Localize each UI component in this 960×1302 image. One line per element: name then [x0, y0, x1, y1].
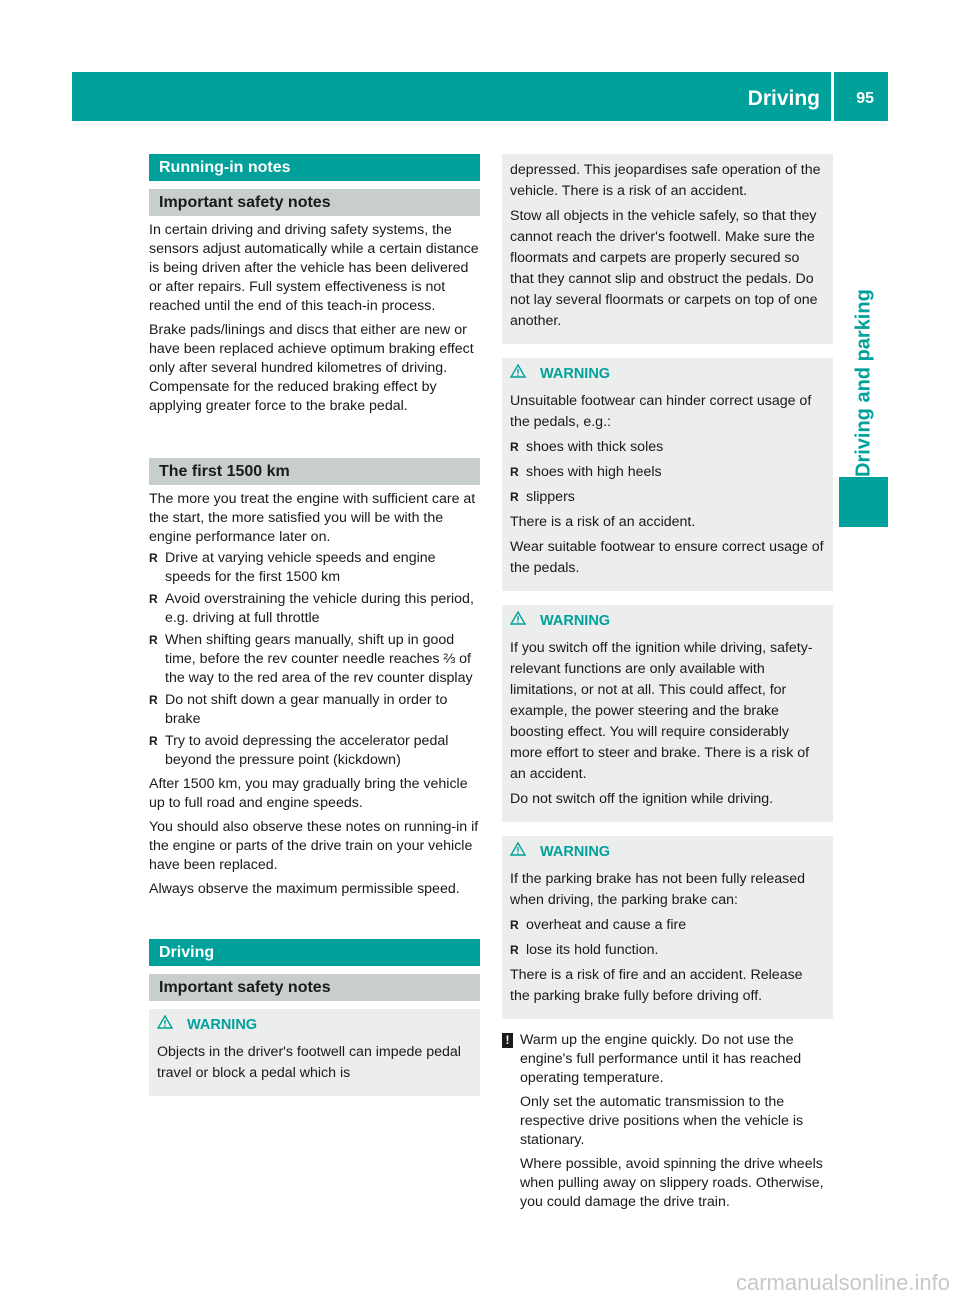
- paragraph: Brake pads/linings and discs that either are new or have been replaced achieve optimum braking effect only after several hundred kilometres of driving. Compensate for the reduced braking effect by applying greater force to the brake pedal.: [149, 322, 474, 414]
- side-tab-label: Driving and parking: [852, 289, 874, 477]
- watermark: carmanualsonline.info: [735, 1270, 950, 1295]
- note-text: Only set the automatic transmission to the respective drive positions when the vehicle is stationary.: [520, 1094, 804, 1148]
- list-item: R overheat and cause a fire: [510, 915, 825, 936]
- bullet-list: [510, 437, 825, 508]
- warning-triangle-icon: [510, 842, 526, 863]
- warning-label: WARNING: [540, 366, 611, 382]
- warning-text: depressed. This jeopardises safe operation of the vehicle. There is a risk of an accident.: [510, 162, 821, 199]
- warning-text: Wear suitable footwear to ensure correct usage of the pedals.: [510, 539, 824, 576]
- paragraph: The more you treat the engine with sufficient care at the start, the more satisfied you will be with the engine performance later on.: [149, 491, 476, 545]
- paragraph: Always observe the maximum permissible speed.: [149, 881, 460, 897]
- note-text: Warm up the engine quickly. Do not use the engine's full performance until it has reached operating temperature.: [520, 1032, 802, 1086]
- warning-triangle-icon: [157, 1015, 173, 1036]
- side-tab: [839, 121, 888, 477]
- list-item: R shoes with high heels: [510, 462, 825, 483]
- section-heading-driving: Driving: [149, 939, 480, 966]
- warning-label: WARNING: [540, 844, 611, 860]
- left-column: [149, 154, 480, 1096]
- section-heading-running-in: Running-in notes: [149, 154, 480, 181]
- bullet-list: [149, 549, 480, 770]
- list-item: R Avoid overstraining the vehicle during this period, e.g. driving at full throttle: [149, 590, 480, 628]
- warning-box: [149, 1009, 480, 1096]
- list-item: R Do not shift down a gear manually in order to brake: [149, 691, 480, 729]
- header-divider: [831, 72, 834, 121]
- warning-box: [502, 836, 833, 1019]
- note-text: Where possible, avoid spinning the drive wheels when pulling away on slippery roads. Otherwise, you could damage the drive train.: [520, 1156, 824, 1210]
- warning-text: Stow all objects in the vehicle safely, so that they cannot reach the driver's footwell. Make sure the floormats and carpets are properly secured so that they cannot slip and obstruct the pedals. Do not lay several floormats or carpets on top of one another.: [510, 208, 818, 329]
- warning-text: There is a risk of fire and an accident. Release the parking brake fully before driving off.: [510, 967, 803, 1004]
- paragraph: You should also observe these notes on running-in if the engine or parts of the drive train on your vehicle have been replaced.: [149, 819, 479, 873]
- page-number: 95: [856, 90, 874, 107]
- list-item: R lose its hold function.: [510, 940, 825, 961]
- warning-text: If you switch off the ignition while driving, safety-relevant functions are only available with limitations, or not at all. This could affect, for example, the power steering and the brake boosting effect. You will require considerably more effort to steer and brake. There is a risk of an accident.: [510, 640, 813, 782]
- subheading-safety-notes: Important safety notes: [149, 974, 480, 1001]
- note-block: [502, 1031, 833, 1212]
- warning-triangle-icon: [510, 364, 526, 385]
- list-item: R Drive at varying vehicle speeds and engine speeds for the first 1500 km: [149, 549, 480, 587]
- paragraph: In certain driving and driving safety systems, the sensors adjust automatically while a certain distance is being driven after the vehicle has been delivered or after repairs. Full system effectiveness is not reached until the end of this teach-in process.: [149, 222, 479, 314]
- list-item: R shoes with thick soles: [510, 437, 825, 458]
- subheading-first-1500km: The first 1500 km: [149, 458, 480, 485]
- right-column: [502, 154, 833, 1212]
- warning-triangle-icon: [510, 611, 526, 632]
- warning-heading: [510, 611, 825, 632]
- list-item: R When shifting gears manually, shift up in good time, before the rev counter needle reaches ⅔ of the way to the red area of the rev counter display: [149, 631, 480, 688]
- warning-heading: [510, 364, 825, 385]
- list-item: R Try to avoid depressing the accelerator pedal beyond the pressure point (kickdown): [149, 732, 480, 770]
- bullet-list: [510, 915, 825, 961]
- warning-box: [502, 358, 833, 591]
- warning-text: There is a risk of an accident.: [510, 514, 696, 530]
- warning-box-continued: [502, 154, 833, 344]
- paragraph: After 1500 km, you may gradually bring the vehicle up to full road and engine speeds.: [149, 776, 468, 811]
- page-header: [72, 72, 888, 121]
- warning-label: WARNING: [187, 1017, 258, 1033]
- warning-heading: [510, 842, 825, 863]
- warning-text: Objects in the driver's footwell can impede pedal travel or block a pedal which is: [157, 1044, 461, 1081]
- exclamation-icon: !: [502, 1033, 513, 1048]
- warning-text: Unsuitable footwear can hinder correct usage of the pedals, e.g.:: [510, 393, 812, 430]
- warning-text: Do not switch off the ignition while driving.: [510, 791, 774, 807]
- warning-heading: [157, 1015, 472, 1036]
- warning-label: WARNING: [540, 613, 611, 629]
- list-item: R slippers: [510, 487, 825, 508]
- subheading-safety-notes: Important safety notes: [149, 189, 480, 216]
- warning-text: If the parking brake has not been fully released when driving, the parking brake can:: [510, 871, 805, 908]
- side-tab-marker: [839, 477, 888, 527]
- header-title: Driving: [747, 87, 820, 110]
- warning-box: [502, 605, 833, 822]
